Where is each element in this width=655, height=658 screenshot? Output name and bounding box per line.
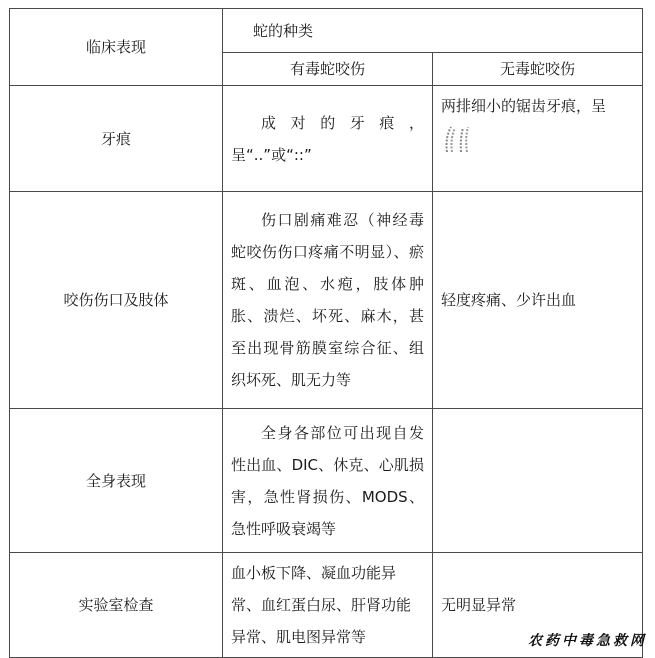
table-row bbox=[10, 86, 643, 192]
cell-nonvenomous-lab: 无明显异常 bbox=[433, 553, 643, 658]
table-row bbox=[10, 192, 643, 409]
table-row bbox=[10, 409, 643, 553]
cell-venomous-lab: 血小板下降、凝血功能异常、血红蛋白尿、肝肾功能异常、肌电图异常等 bbox=[223, 553, 433, 658]
cell-nonvenomous-tooth-marks-text: 两排细小的锯齿牙痕，呈 bbox=[441, 97, 607, 115]
cell-venomous-tooth-marks: 成对的牙痕，呈“..”或“::” bbox=[223, 86, 433, 192]
sub-header-venomous: 有毒蛇咬伤 bbox=[223, 53, 433, 86]
sub-header-nonvenomous: 无毒蛇咬伤 bbox=[433, 53, 643, 86]
cell-nonvenomous-systemic bbox=[433, 409, 643, 553]
cell-venomous-systemic: 全身各部位可出现自发性出血、DIC、休克、心肌损害，急性肾损伤、MODS、急性呼吸衰竭等 bbox=[223, 409, 433, 553]
watermark: 农药中毒急救网 bbox=[528, 633, 647, 649]
row-label-systemic: 全身表现 bbox=[10, 409, 223, 553]
cell-venomous-wound-limb: 伤口剧痛难忍（神经毒蛇咬伤伤口疼痛不明显）、瘀斑、血泡、水疱，肢体肿胀、溃烂、坏死、麻木，甚至出现骨筋膜室综合征、组织坏死、肌无力等 bbox=[223, 192, 433, 409]
row-label-lab: 实验室检查 bbox=[10, 553, 223, 658]
row-label-wound-limb: 咬伤伤口及肢体 bbox=[10, 192, 223, 409]
row-label-tooth-marks: 牙痕 bbox=[10, 86, 223, 192]
col-header-clinical: 临床表现 bbox=[10, 9, 223, 86]
cell-nonvenomous-wound-limb: 轻度疼痛、少许出血 bbox=[433, 192, 643, 409]
cell-nonvenomous-tooth-marks bbox=[433, 86, 643, 192]
tooth-marks-icon bbox=[441, 124, 634, 165]
snake-bite-table bbox=[9, 8, 643, 658]
group-header-snake-type: 蛇的种类 bbox=[223, 9, 643, 53]
